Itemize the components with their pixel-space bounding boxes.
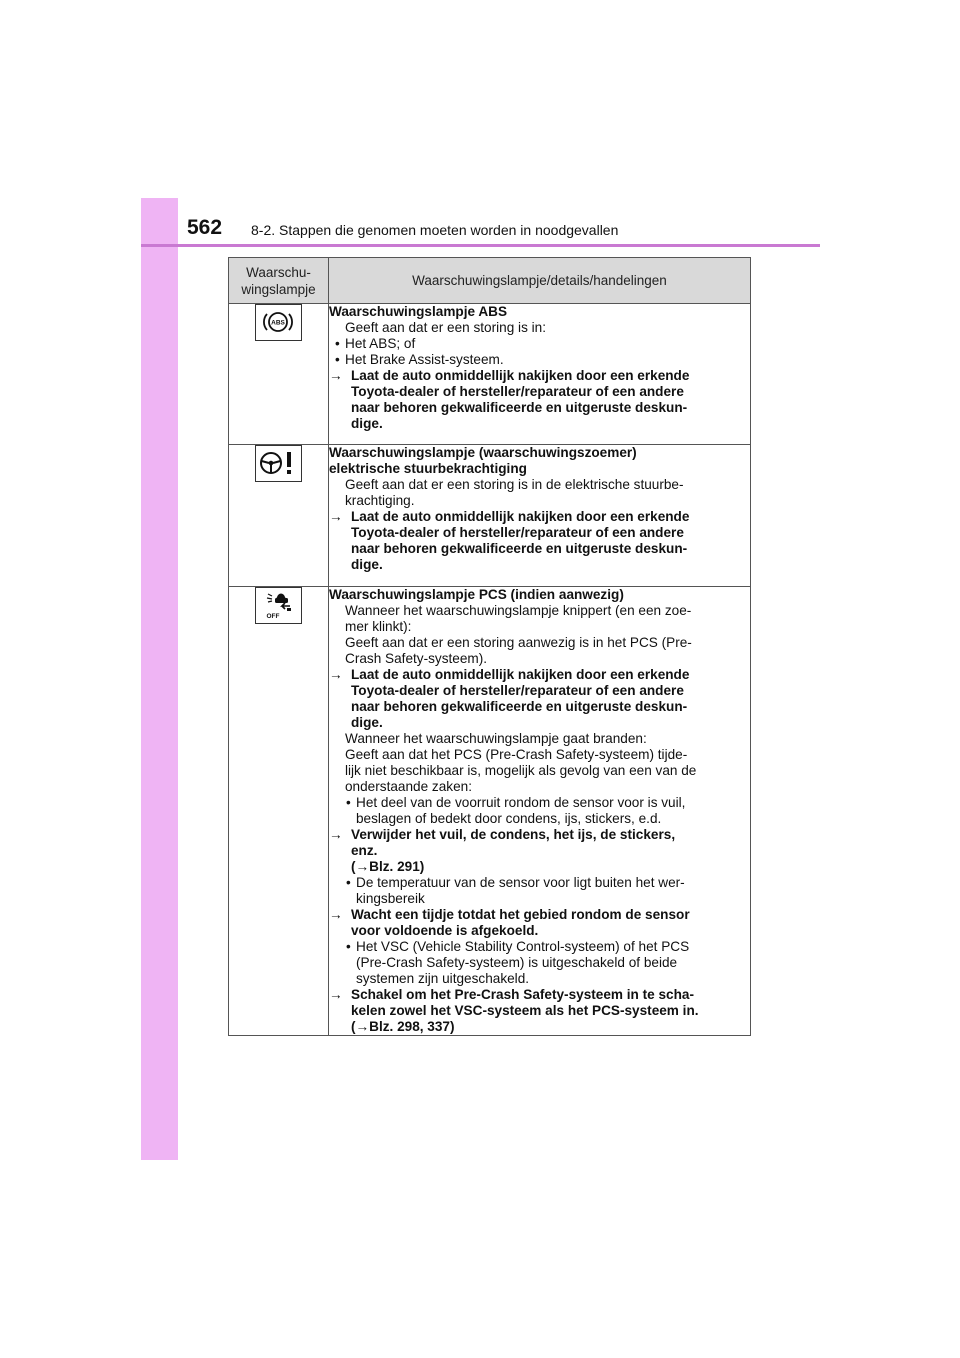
svg-text:ABS: ABS [271,319,285,327]
action-line: kelen zowel het VSC-systeem als het PCS-systeem in. [351,1003,699,1018]
col-header-lamp-line2: wingslampje [241,281,316,297]
bullet-text: Het ABS; of [345,336,416,351]
page-number: 562 [187,216,223,239]
action-line: Wacht een tijdje totdat het gebied rondom de sensor [351,907,690,922]
description-line: Geeft aan dat er een storing aanwezig is in het PCS (Pre- [345,635,692,650]
action-line: Verwijder het vuil, de condens, het ijs, de stickers, [351,827,676,842]
description-line: Geeft aan dat het PCS (Pre-Crash Safety-systeem) tijde- [345,747,688,762]
action-line: voor voldoende is afgekoeld. [351,923,539,938]
arrow-icon: → [329,907,343,922]
section-title: 8-2. Stappen die genomen moeten worden in noodgevallen [251,222,619,238]
bullet-glyph: • [346,875,351,890]
pcs-off-label: OFF [266,613,280,620]
description [329,477,750,509]
description [329,603,750,667]
row-title-line: Waarschuwingslampje (waarschuwingszoemer) [329,445,637,460]
action-line: naar behoren gekwalificeerde en uitgeruste deskun- [351,699,688,714]
header-divider [141,244,820,247]
bullet-text: Het Brake Assist-systeem. [345,352,504,367]
arrow-icon: → [329,827,343,842]
action-line: naar behoren gekwalificeerde en uitgeruste deskun- [351,400,688,415]
action-line: Toyota-dealer of hersteller/reparateur of een andere [351,525,684,540]
action-line: naar behoren gekwalificeerde en uitgeruste deskun- [351,541,688,556]
bullet-glyph: • [335,336,340,351]
action-line: Laat de auto onmiddellijk nakijken door een erkende [351,368,690,383]
action-line: dige. [351,715,383,730]
bullet-line: kingsbereik [356,891,425,906]
description-line: Crash Safety-systeem). [345,651,488,666]
action-line: Laat de auto onmiddellijk nakijken door een erkende [351,667,690,682]
description-line: krachtiging. [345,493,415,508]
arrow-icon: → [329,987,343,1002]
side-tab [141,198,178,1160]
pcs-off-warning-icon [255,587,302,624]
power-steering-warning-icon [255,445,302,482]
action-line: Toyota-dealer of hersteller/reparateur of een andere [351,384,684,399]
warning-lights-table [228,257,751,1036]
text-cell [329,304,751,445]
bullet-item [329,336,750,352]
action-item [329,667,750,731]
arrow-icon: → [329,368,343,383]
bullet-item [329,352,750,368]
action-line: Toyota-dealer of hersteller/reparateur of een andere [351,683,684,698]
action-line: Laat de auto onmiddellijk nakijken door een erkende [351,509,690,524]
icon-cell [229,445,329,587]
table-row [229,587,751,1036]
row-title: Waarschuwingslampje PCS (indien aanwezig) [329,587,624,602]
bullet-glyph: • [335,352,340,367]
description-line: lijk niet beschikbaar is, mogelijk als gevolg van een van de [345,763,697,778]
bullet-line: systemen zijn uitgeschakeld. [356,971,530,986]
bullet-glyph: • [346,795,351,810]
description-line: onderstaande zaken: [345,779,472,794]
description-line: Geeft aan dat er een storing is in: [345,320,547,335]
action-line: dige. [351,557,383,572]
action-item [329,509,750,573]
description-line: mer klinkt): [345,619,412,634]
bullet-line: Het deel van de voorruit rondom de sensor voor is vuil, [356,795,686,810]
bullet-glyph: • [346,939,351,954]
description-line: Wanneer het waarschuwingslampje knippert (en een zoe- [345,603,692,618]
bullet-item [329,875,750,907]
row-title: Waarschuwingslampje ABS [329,304,508,319]
bullet-line: beslagen of bedekt door condens, ijs, stickers, e.d. [356,811,662,826]
arrow-icon: → [329,667,343,682]
text-cell [329,587,751,1036]
action-item [329,827,750,875]
action-line: enz. [351,843,378,858]
description [329,731,750,795]
table-row [229,445,751,587]
row-title-line: elektrische stuurbekrachtiging [329,461,527,476]
icon-cell [229,587,329,1036]
action-item [329,987,750,1035]
abs-warning-icon [255,304,302,341]
action-item [329,907,750,939]
page-reference[interactable]: (→Blz. 291) [351,859,425,874]
action-item [329,368,750,432]
col-header-details: Waarschuwingslampje/details/handelingen [329,258,751,304]
bullet-line: Het VSC (Vehicle Stability Control-systeem) of het PCS [356,939,690,954]
action-line: Schakel om het Pre-Crash Safety-systeem in te scha- [351,987,695,1002]
bullet-line: (Pre-Crash Safety-systeem) is uitgeschakeld of beide [356,955,678,970]
table-header-row [229,258,751,304]
row-title [329,445,750,477]
table-row [229,304,751,445]
bullet-item [329,795,750,827]
page-reference[interactable]: (→Blz. 298, 337) [351,1019,455,1034]
col-header-lamp [229,258,329,304]
text-cell [329,445,751,587]
description-line: Wanneer het waarschuwingslampje gaat branden: [345,731,647,746]
col-header-lamp-line1: Waarschu- [246,264,311,280]
bullet-line: De temperatuur van de sensor voor ligt buiten het wer- [356,875,685,890]
bullet-item [329,939,750,987]
action-line: dige. [351,416,383,431]
arrow-icon: → [329,509,343,524]
icon-cell [229,304,329,445]
description-line: Geeft aan dat er een storing is in de elektrische stuurbe- [345,477,684,492]
